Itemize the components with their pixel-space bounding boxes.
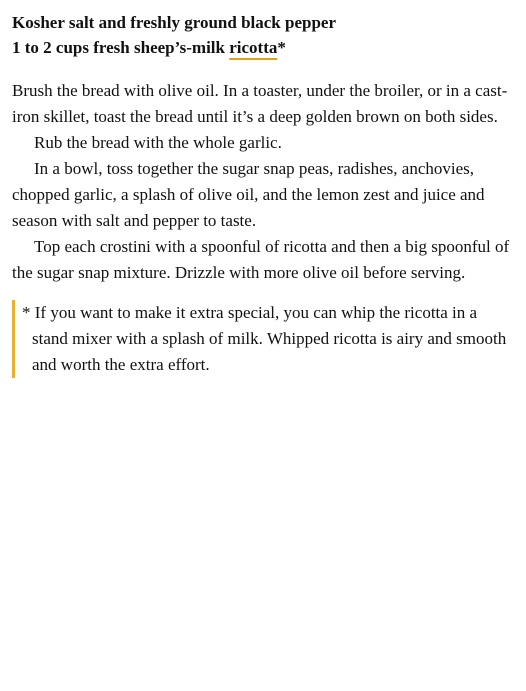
- ingredient-item: [12, 35, 514, 60]
- footnote-callout: [12, 300, 514, 378]
- ingredient-text: 1 to 2 cups fresh sheep’s-milk: [12, 38, 230, 57]
- instruction-step: Top each crostini with a spoonful of ricotta and then a big spoonful of the sugar snap mixture. Drizzle with more olive oil before serving.: [12, 237, 510, 282]
- ricotta-link[interactable]: ricotta: [229, 38, 278, 57]
- ingredient-list: [12, 10, 514, 60]
- footnote-text: * If you want to make it extra special, you can whip the ricotta in a stand mixer with a splash of milk. Whipped ricotta is airy and smooth and worth the extra effort.: [22, 303, 507, 374]
- instruction-step: Brush the bread with olive oil. In a toaster, under the broiler, or in a cast-iron skillet, toast the bread until it’s a deep golden brown on both sides.: [12, 81, 508, 126]
- ingredient-item: [12, 10, 514, 35]
- ingredient-text: Kosher salt and freshly ground black pepper: [12, 13, 337, 32]
- footnote-marker: *: [277, 38, 286, 57]
- instruction-step: In a bowl, toss together the sugar snap peas, radishes, anchovies, chopped garlic, a splash of olive oil, and the lemon zest and juice and season with salt and pepper to taste.: [12, 159, 485, 230]
- instruction-step: Rub the bread with the whole garlic.: [34, 133, 282, 152]
- instructions: [12, 78, 514, 286]
